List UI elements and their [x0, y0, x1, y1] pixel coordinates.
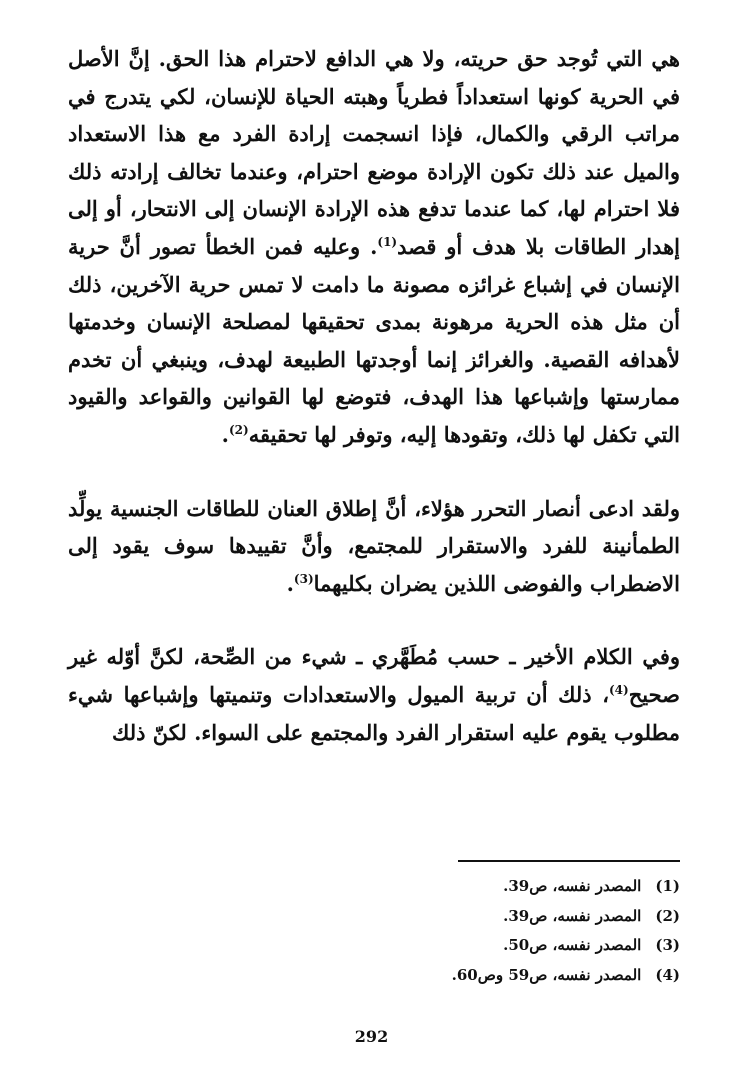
footnote-number: (2)	[655, 906, 680, 925]
footnote-text: المصدر نفسه، ص39.	[503, 906, 642, 925]
footnote-divider	[458, 860, 680, 862]
footnote-text: المصدر نفسه، ص59 وص60.	[451, 965, 642, 984]
footnote-item	[300, 872, 680, 902]
paragraph-3	[68, 638, 680, 751]
footnote-number: (1)	[655, 877, 680, 895]
footnotes-list	[300, 872, 680, 990]
footnote-number: (3)	[655, 936, 680, 954]
footnote-ref-1[interactable]: (1)	[377, 234, 398, 249]
paragraph-2-text-b: .	[286, 570, 294, 596]
footnote-number: (4)	[655, 965, 680, 984]
paragraph-2-text-a: ولقد ادعى أنصار التحرر هؤلاء، أنَّ إطلاق العنان للطاقات الجنسية يولِّد الطمأنينة للفرد والاستقرار للمجتمع، وأنَّ تقييدها سوف يقود إلى الاضطراب والفوضى اللذين يضران بكليهما	[68, 495, 680, 596]
footnote-text: المصدر نفسه، ص39.	[503, 877, 642, 895]
paragraph-3-text-a: وفي الكلام الأخير ـ حسب مُطَهَّري ـ شيء من الصِّحة، لكنَّ أوّله غير صحيح	[68, 644, 680, 707]
paragraph-1-text-c: .	[221, 421, 229, 447]
footnote-ref-4[interactable]: (4)	[608, 682, 629, 697]
paragraph-1	[68, 40, 680, 454]
footnote-ref-3[interactable]: (3)	[293, 571, 314, 586]
footnote-item	[300, 961, 680, 991]
footnote-text: المصدر نفسه، ص50.	[503, 936, 642, 954]
page-body	[68, 40, 680, 751]
page-number: 292	[354, 1027, 389, 1046]
footnote-ref-2[interactable]: (2)	[228, 422, 249, 437]
paragraph-1-text-b: . وعليه فمن الخطأ تصور أنَّ حرية الإنسان في إشباع غرائزه مصونة ما دامت لا تمس حرية الآخرين، ذلك أن مثل هذه الحرية مرهونة بمدى تحقيقها لمصلحة الإنسان وخدمتها لأهدافه القصية. والغرائز إنما أوجدتها الطبيعة لهدف، وينبغي أن تخدم ممارستها وإشباعها هذا الهدف، فتوضع لها القوانين والقواعد والقيود التي تكفل لها ذلك، وتقودها إليه، وتوفر لها تحقيقه	[68, 233, 680, 447]
paragraph-2	[68, 490, 680, 603]
paragraph-1-text-a: هي التي تُوجد حق حريته، ولا هي الدافع لاحترام هذا الحق. إنَّ الأصل في الحرية كونها استعداداً فطرياً وهبته الحياة للإنسان، لكي يتدرج في مراتب الرقي والكمال، فإذا انسجمت إرادة الفرد مع هذا الاستعداد والميل عند ذلك تكون الإرادة موضع احترام، وعندما تخالف إرادته ذلك فلا احترام لها، كما عندما تدفع هذه الإرادة الإنسان إلى الانتحار، أو إلى إهدار الطاقات بلا هدف أو قصد	[68, 46, 680, 259]
footnote-item	[300, 902, 680, 932]
paragraph-3-text-b: ، ذلك أن تربية الميول والاستعدادات وتنميتها وإشباعها شيء مطلوب يقوم عليه استقرار الفرد والمجتمع على السواء. لكنّ ذلك	[68, 681, 680, 745]
footnote-item	[300, 931, 680, 961]
